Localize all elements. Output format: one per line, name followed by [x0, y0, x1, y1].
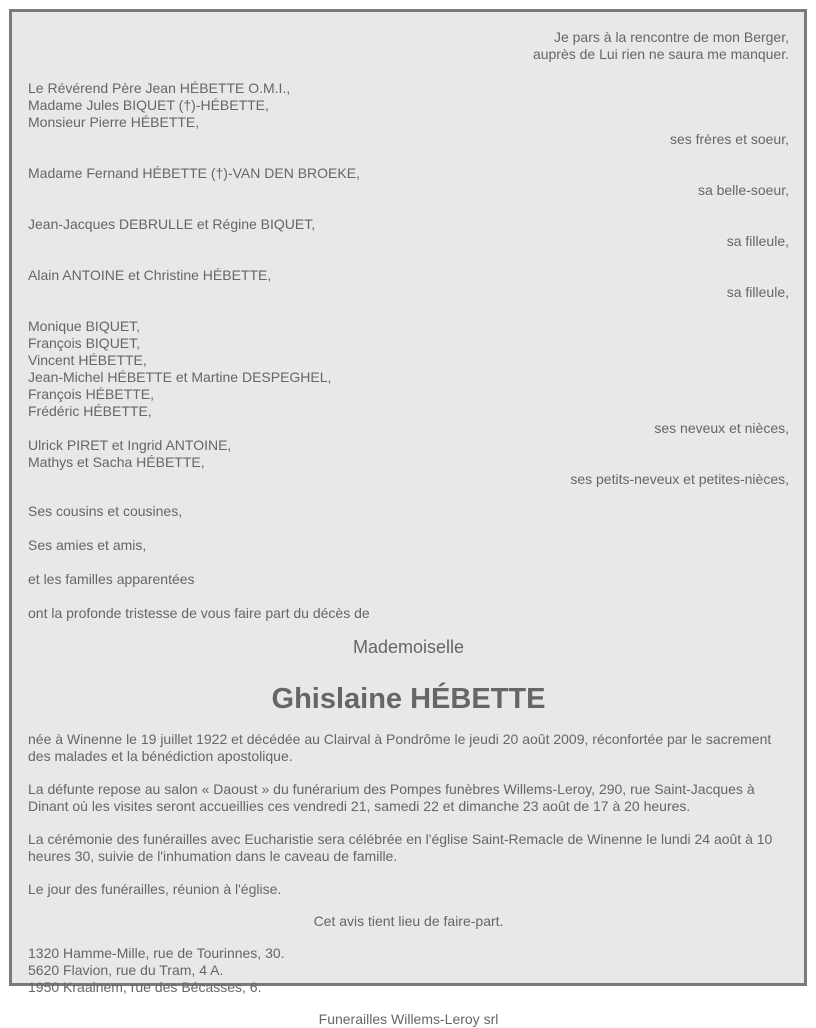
other-mourners: Ses amies et amis, — [28, 537, 147, 553]
family-group — [28, 165, 789, 199]
family-name: Ulrick PIRET et Ingrid ANTOINE, — [28, 437, 232, 453]
family-group — [28, 267, 789, 301]
family-name: François HÉBETTE, — [28, 386, 155, 402]
family-name: Monsieur Pierre HÉBETTE, — [28, 114, 200, 130]
funeral-home: Funerailles Willems-Leroy srl — [318, 1011, 499, 1027]
address-line: 5620 Flavion, rue du Tram, 4 A. — [28, 962, 224, 978]
notice-frame — [9, 9, 807, 1027]
family-name: Le Révérend Père Jean HÉBETTE O.M.I., — [28, 80, 291, 96]
family-name: Alain ANTOINE et Christine HÉBETTE, — [28, 267, 272, 283]
notice-statement: Cet avis tient lieu de faire-part. — [313, 913, 504, 929]
family-name: Jean-Michel HÉBETTE et Martine DESPEGHEL, — [28, 369, 332, 385]
family-relation: sa belle-soeur, — [697, 182, 789, 198]
family-name: Vincent HÉBETTE, — [28, 352, 147, 368]
other-mourners: Ses cousins et cousines, — [28, 503, 183, 519]
family-name: Madame Fernand HÉBETTE (†)-VAN DEN BROEKE, — [28, 165, 360, 181]
address-line: 1320 Hamme-Mille, rue de Tourinnes, 30. — [28, 945, 285, 961]
deceased-name: Ghislaine HÉBETTE — [271, 683, 546, 715]
announcement-line: ont la profonde tristesse de vous faire part du décès de — [28, 605, 370, 621]
addresses — [28, 945, 789, 996]
family-relation: sa filleule, — [726, 284, 789, 300]
family-name: Madame Jules BIQUET (†)-HÉBETTE, — [28, 97, 269, 113]
ceremony-paragraph: La cérémonie des funérailles avec Eucharistie sera célébrée en l'église Saint-Remacle de Winenne le lundi 24 août à 10 heures 30, suivie de l'inhumation dans le caveau de famille. — [28, 831, 773, 864]
epigraph-line: auprès de Lui rien ne saura me manquer. — [532, 46, 789, 62]
family-group — [28, 80, 789, 148]
family-relation: sa filleule, — [726, 233, 789, 249]
death-notice — [28, 29, 789, 1028]
birth-death-paragraph: née à Winenne le 19 juillet 1922 et décédée au Clairval à Pondrôme le jeudi 20 août 2009, réconfortée par le sacrement des malades et la bénédiction apostolique. — [28, 731, 772, 764]
family-name: Jean-Jacques DEBRULLE et Régine BIQUET, — [28, 216, 316, 232]
address-line: 1950 Kraainem, rue des Bécasses, 6. — [28, 979, 262, 995]
honorific: Mademoiselle — [352, 637, 465, 657]
family-relation: ses petits-neveux et petites-nièces, — [570, 471, 789, 487]
epigraph-line: Je pars à la rencontre de mon Berger, — [553, 29, 789, 45]
family-name: Mathys et Sacha HÉBETTE, — [28, 454, 205, 470]
family-relation: ses frères et soeur, — [669, 131, 789, 147]
family-name: Frédéric HÉBETTE, — [28, 403, 152, 419]
family-group — [28, 437, 789, 488]
visitation-paragraph: La défunte repose au salon « Daoust » du funérarium des Pompes funèbres Willems-Leroy, 290, rue Saint-Jacques à Dinant où les visites seront accueillies ces vendredi 21, samedi 22 et dimanche 23 août de 17 à 20 heures. — [28, 781, 755, 814]
reunion-paragraph: Le jour des funérailles, réunion à l'église. — [28, 881, 282, 897]
family-relation: ses neveux et nièces, — [654, 420, 789, 436]
family-name: François BIQUET, — [28, 335, 141, 351]
family-name: Monique BIQUET, — [28, 318, 141, 334]
other-mourners: et les familles apparentées — [28, 571, 195, 587]
family-group — [28, 216, 789, 250]
family-group — [28, 318, 789, 437]
epigraph — [28, 29, 789, 63]
